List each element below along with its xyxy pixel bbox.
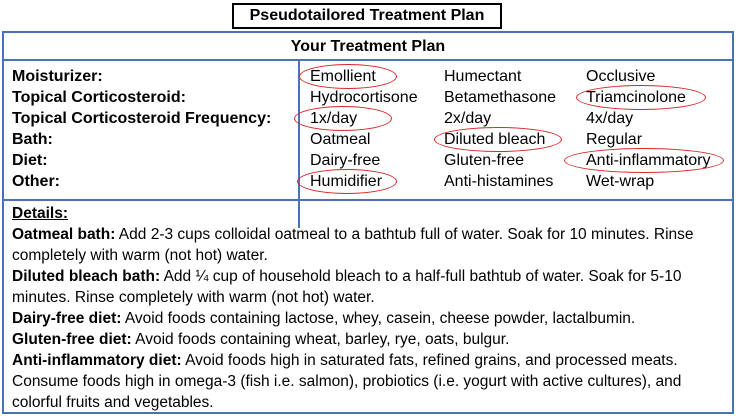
detail-text: Add 2-3 cups colloidal oatmeal to a bathtub full of water. Soak for 10 minutes. Rinse completely with warm (not hot) water. (12, 226, 694, 264)
detail-item (12, 308, 724, 329)
row-label: Topical Corticosteroid: (12, 89, 186, 106)
row-bath (4, 129, 732, 150)
detail-text: Avoid foods high in saturated fats, refined grains, and processed meats. Consume foods high in omega-3 (fish i.e. salmon), probiotics (i.e. yogurt with active cultures), and colorful fruits and vegetables. (12, 352, 682, 411)
option[interactable]: Occlusive (586, 68, 656, 85)
detail-text: Avoid foods containing wheat, barley, rye, oats, bulgur. (131, 331, 510, 348)
option[interactable]: Hydrocortisone (310, 89, 418, 106)
option[interactable]: Anti-inflammatory (586, 152, 711, 169)
option[interactable]: 1x/day (310, 110, 358, 127)
option[interactable]: Diluted bleach (444, 131, 546, 148)
document-title: Pseudotailored Treatment Plan (232, 3, 502, 29)
option[interactable]: 2x/day (444, 110, 492, 127)
option[interactable]: Regular (586, 131, 643, 148)
row-topical-corticosteroid (4, 87, 732, 108)
option[interactable]: Triamcinolone (586, 89, 686, 106)
detail-item (12, 329, 724, 350)
detail-term: Anti-inflammatory diet: (12, 352, 182, 369)
plan-heading: Your Treatment Plan (4, 33, 732, 61)
option[interactable]: Betamethasone (444, 89, 557, 106)
detail-item (12, 350, 724, 413)
option[interactable]: Oatmeal (310, 131, 371, 148)
row-label: Diet: (12, 152, 48, 169)
row-label: Topical Corticosteroid Frequency: (12, 110, 272, 127)
detail-text: Avoid foods containing lactose, whey, casein, cheese powder, lactalbumin. (121, 310, 636, 327)
option[interactable]: Anti-histamines (444, 173, 554, 190)
treatment-plan-frame (2, 31, 734, 414)
row-label: Moisturizer: (12, 68, 103, 85)
details-heading: Details: (12, 205, 68, 222)
row-diet (4, 150, 732, 171)
row-label: Bath: (12, 131, 53, 148)
option[interactable]: Humectant (444, 68, 522, 85)
option[interactable]: Emollient (310, 68, 376, 85)
detail-term: Oatmeal bath: (12, 226, 116, 243)
option[interactable]: Gluten-free (444, 152, 525, 169)
detail-term: Gluten-free diet: (12, 331, 132, 348)
detail-term: Diluted bleach bath: (12, 268, 161, 285)
detail-item (12, 266, 724, 308)
row-frequency (4, 108, 732, 129)
option[interactable]: 4x/day (586, 110, 634, 127)
section-divider (4, 199, 732, 201)
option[interactable]: Wet-wrap (586, 173, 655, 190)
detail-term: Dairy-free diet: (12, 310, 122, 327)
row-other (4, 171, 732, 192)
option[interactable]: Humidifier (310, 173, 383, 190)
details-section (12, 203, 724, 413)
detail-item (12, 224, 724, 266)
row-label: Other: (12, 173, 60, 190)
detail-text: Add ¼ cup of household bleach to a half-full bathtub of water. Soak for 5-10 minutes. Rinse completely with warm (not hot) water. (12, 268, 682, 306)
row-moisturizer (4, 66, 732, 87)
option[interactable]: Dairy-free (310, 152, 381, 169)
